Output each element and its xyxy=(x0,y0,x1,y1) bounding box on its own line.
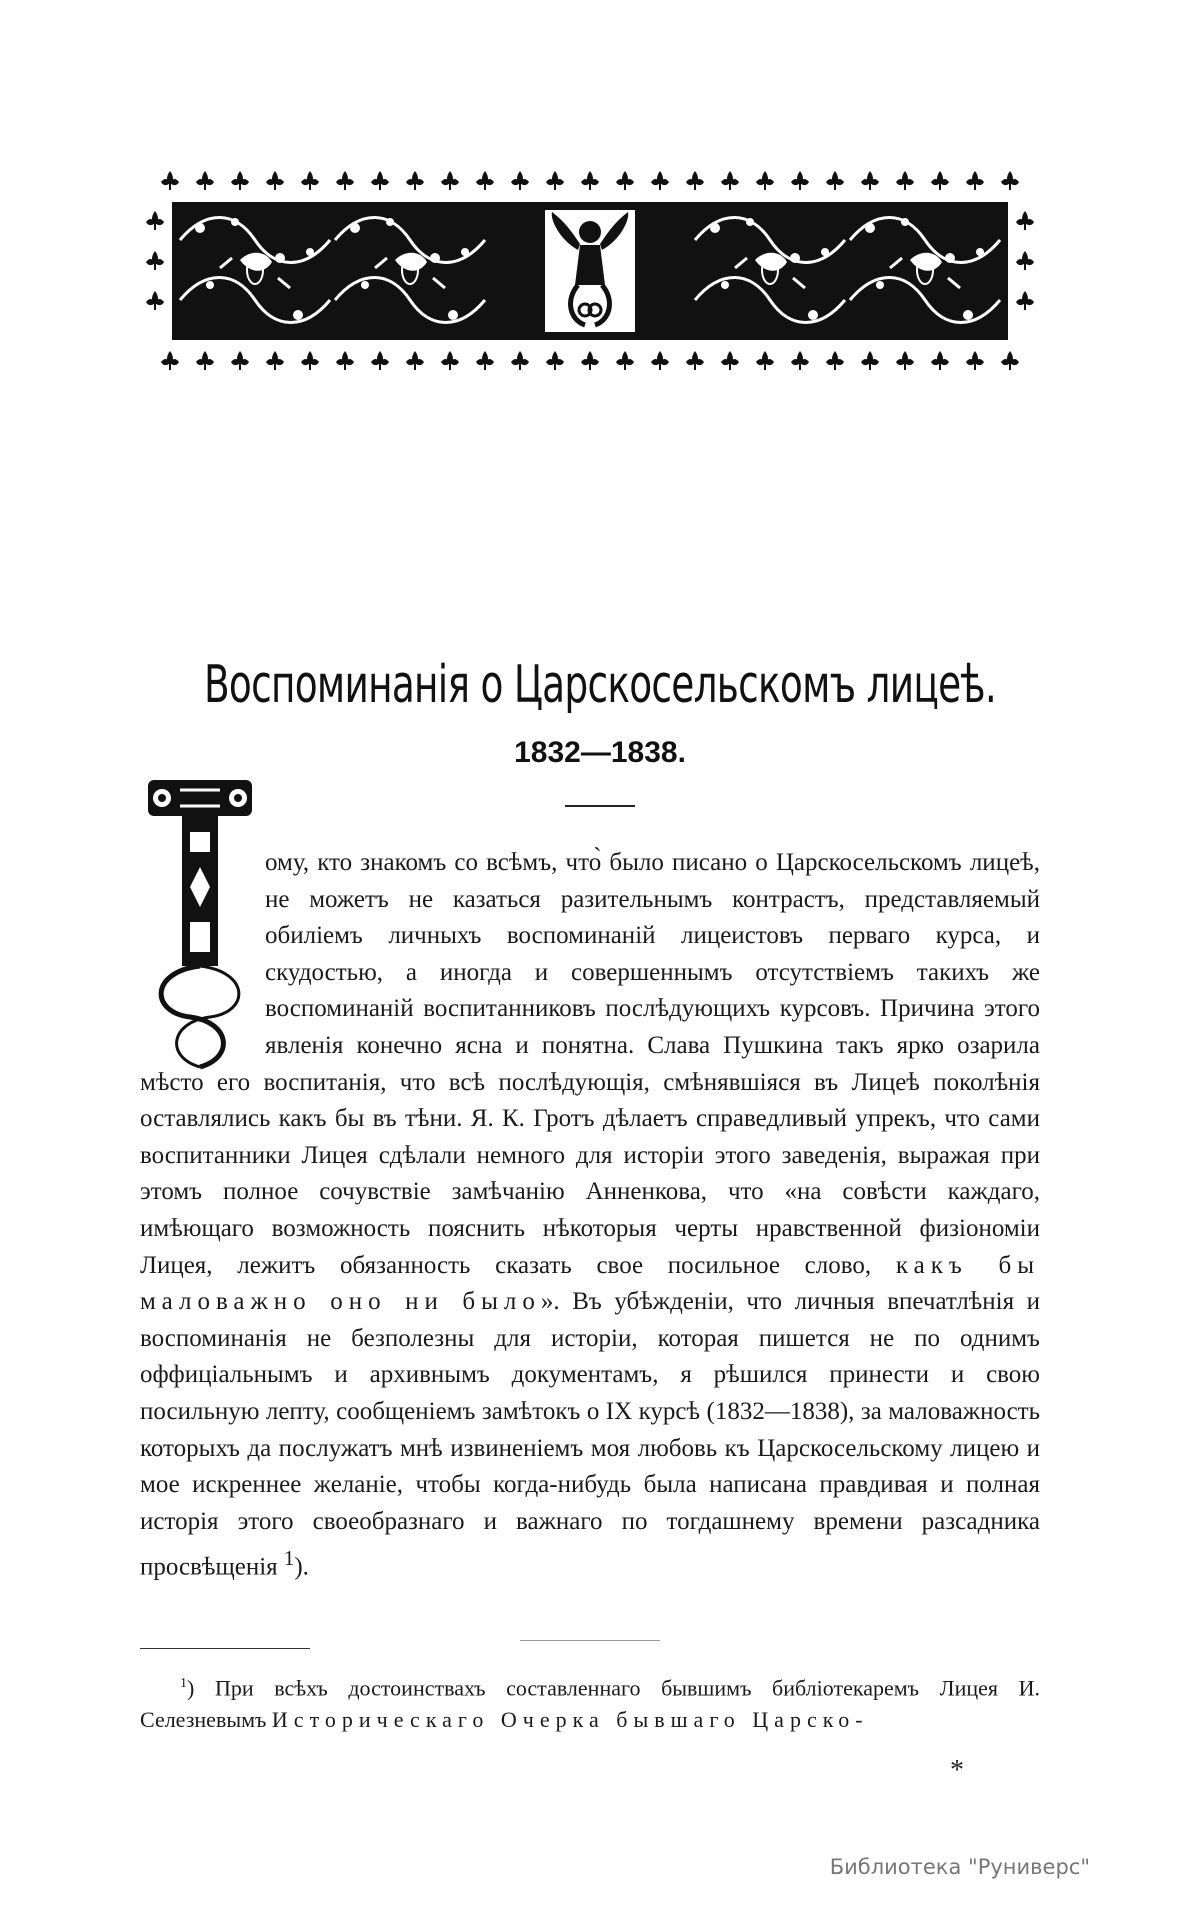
footnote-reference[interactable]: 1 xyxy=(283,1546,295,1571)
signature-mark: * xyxy=(950,1755,964,1786)
footnote xyxy=(140,1668,1040,1736)
angel-figure-icon xyxy=(545,210,635,332)
spaced-quote: какъ бы маловажно оно ни было xyxy=(140,1251,1040,1316)
ornamental-headpiece xyxy=(140,160,1040,380)
paragraph-end-rule xyxy=(520,1640,660,1641)
paragraph-text-continued: ». Въ убѣжденіи, что личныя впечатлѣнія и воспоминанія не безполезны для исторіи, которая пишется не по однимъ оффиціальнымъ и архивнымъ документамъ, я рѣшился принести и свою посильную лепту, сообщеніемъ замѣтокъ о IX курсѣ (1832—1838), за маловажность которыхъ да послужатъ мнѣ извиненіемъ моя любовь къ Царскосельскому лицею и мое искреннее желаніе, чтобы когда-нибудь была написана правдивая и полная исторія этого своеобразнаго и важнаго по тогдашнему времени разсадника просвѣщенія xyxy=(140,1288,1040,1581)
title-years: 1832—1838. xyxy=(514,736,686,769)
library-watermark: Библиотека "Руниверс" xyxy=(829,1855,1090,1879)
footnote-text: ) При всѣхъ достоинствахъ составленнаго бывшимъ библіотекаремъ Лицея И. Селезневымъ xyxy=(140,1675,1040,1733)
page-title: Воспоминанія о Царскосельскомъ лицеѣ. xyxy=(203,655,997,715)
paragraph-text: ому, кто знакомъ со всѣмъ, что̀ было писано о Царскосельскомъ лицеѣ, не можетъ не казаться разительнымъ контрастъ, представляемый обиліемъ личныхъ воспоминаній лицеистовъ перваго курса, и скудостью, а иногда и совершеннымъ отсутствіемъ такихъ же воспоминаній воспитанниковъ послѣдующихъ курсовъ. Причина этого явленія конечно ясна и понятна. Слава Пушкина такъ ярко озарила мѣсто его воспитанія, что всѣ послѣдующія, смѣнявшіяся въ Лицеѣ поколѣнія оставлялись какъ бы въ тѣни. Я. К. Гротъ дѣлаетъ справедливый упрекъ, что сами воспитанники Лицея сдѣлали немного для исторіи этого заведенія, выражая при этомъ полное сочувствіе замѣчанію Анненкова, что «на совѣсти каждаго, имѣющаго возможность пояснить нѣкоторыя черты нравственной физіономіи Лицея, лежитъ обязанность сказать свое посильное слово, xyxy=(140,849,1040,1279)
footnote-spaced-title: Историческаго Очерка бывшаго Царско- xyxy=(271,1707,869,1733)
footnote-divider xyxy=(140,1648,310,1649)
footnote-mark: 1 xyxy=(180,1676,187,1691)
title-divider xyxy=(565,805,635,807)
main-paragraph: ому, кто знакомъ со всѣмъ, что̀ было писано о Царскосельскомъ лицеѣ, не можетъ не казаться разительнымъ контрастъ, представляемый обиліемъ личныхъ воспоминаній лицеистовъ перваго курса, и скудостью, а иногда и совершеннымъ отсутствіемъ такихъ же воспоминаній воспитанниковъ послѣдующихъ курсовъ. Причина этого явленія конечно ясна и понятна. Слава Пушкина такъ ярко озарила мѣсто его воспитанія, что всѣ послѣдующія, смѣнявшіяся въ Лицеѣ поколѣнія оставлялись какъ бы въ тѣни. Я. К. Гротъ дѣлаетъ справедливый упрекъ, что сами воспитанники Лицея сдѣлали немного для исторіи этого заведенія, выражая при этомъ полное сочувствіе замѣчанію Анненкова, что «на совѣсти каждаго, имѣющаго возможность пояснить нѣкоторыя черты нравственной физіономіи Лицея, лежитъ обязанность сказать свое посильное слово, какъ бы маловажно оно ни было». Въ убѣжденіи, что личныя впечатлѣнія и воспоминанія не безполезны для исторіи, которая пишется не по однимъ оффиціальнымъ и архивнымъ документамъ, я рѣшился принести и свою посильную лепту, сообщеніемъ замѣтокъ о IX курсѣ (1832—1838), за маловажность которыхъ да послужатъ мнѣ извиненіемъ моя любовь къ Царскосельскому лицею и мое искреннее желаніе, чтобы когда-нибудь была написана правдивая и полная исторія этого своеобразнаго и важнаго по тогдашнему времени разсадника просвѣщенія $^1$). xyxy=(140,849,1040,1581)
